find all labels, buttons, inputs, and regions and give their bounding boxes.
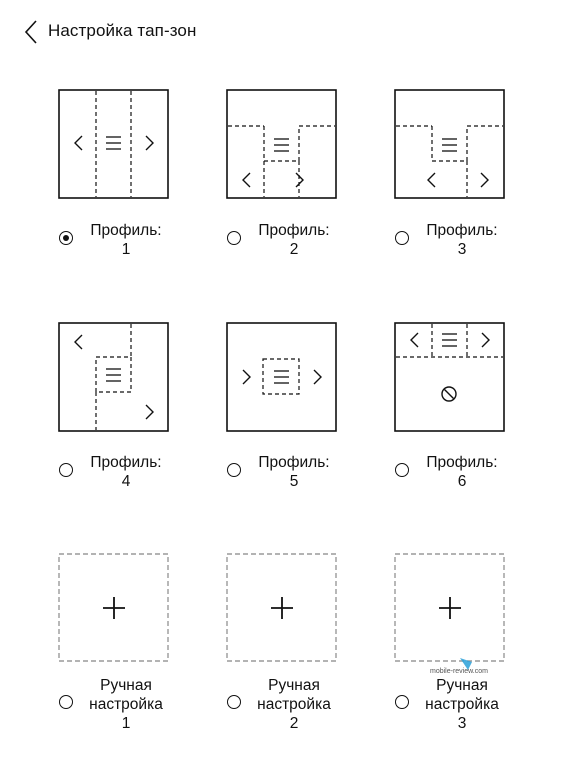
profile-5-label: Профиль: 5 — [258, 454, 330, 490]
chevron-left-icon — [22, 18, 42, 46]
custom-1-label: Ручная настройка 1 — [89, 677, 163, 732]
custom-1-add-tile — [58, 553, 170, 665]
custom-3-label: Ручная настройка 3 — [425, 677, 499, 732]
custom-2-label: Ручная настройка 2 — [257, 677, 331, 732]
plus-icon — [103, 597, 125, 619]
profile-5-radio[interactable] — [227, 463, 241, 477]
plus-icon — [439, 597, 461, 619]
profile-3-label: Профиль: 3 — [426, 222, 498, 258]
profile-6-label: Профиль: 6 — [426, 454, 498, 490]
profile-1-label: Профиль: 1 — [90, 222, 162, 258]
custom-1-radio[interactable] — [59, 695, 73, 709]
profile-5-layout-preview — [226, 322, 338, 434]
custom-2-radio[interactable] — [227, 695, 241, 709]
profile-6-radio[interactable] — [395, 463, 409, 477]
plus-icon — [271, 597, 293, 619]
profile-1-layout-preview — [58, 89, 170, 201]
profile-1-radio[interactable] — [59, 231, 73, 245]
page-title: Настройка тап-зон — [48, 21, 197, 40]
custom-3-radio[interactable] — [395, 695, 409, 709]
profile-2-radio[interactable] — [227, 231, 241, 245]
top-bar — [0, 0, 563, 64]
profile-4-layout-preview — [58, 322, 170, 434]
no-action-icon — [442, 387, 456, 401]
profile-2-layout-preview — [226, 89, 338, 201]
profile-6-layout-preview — [394, 322, 506, 434]
profile-4-radio[interactable] — [59, 463, 73, 477]
profile-3-layout-preview — [394, 89, 506, 201]
back-button[interactable] — [22, 18, 42, 46]
custom-3-add-tile — [394, 553, 506, 665]
profile-3-radio[interactable] — [395, 231, 409, 245]
watermark: mobile-review.com — [430, 656, 500, 680]
profile-2-label: Профиль: 2 — [258, 222, 330, 258]
custom-2-add-tile — [226, 553, 338, 665]
profile-4-label: Профиль: 4 — [90, 454, 162, 490]
